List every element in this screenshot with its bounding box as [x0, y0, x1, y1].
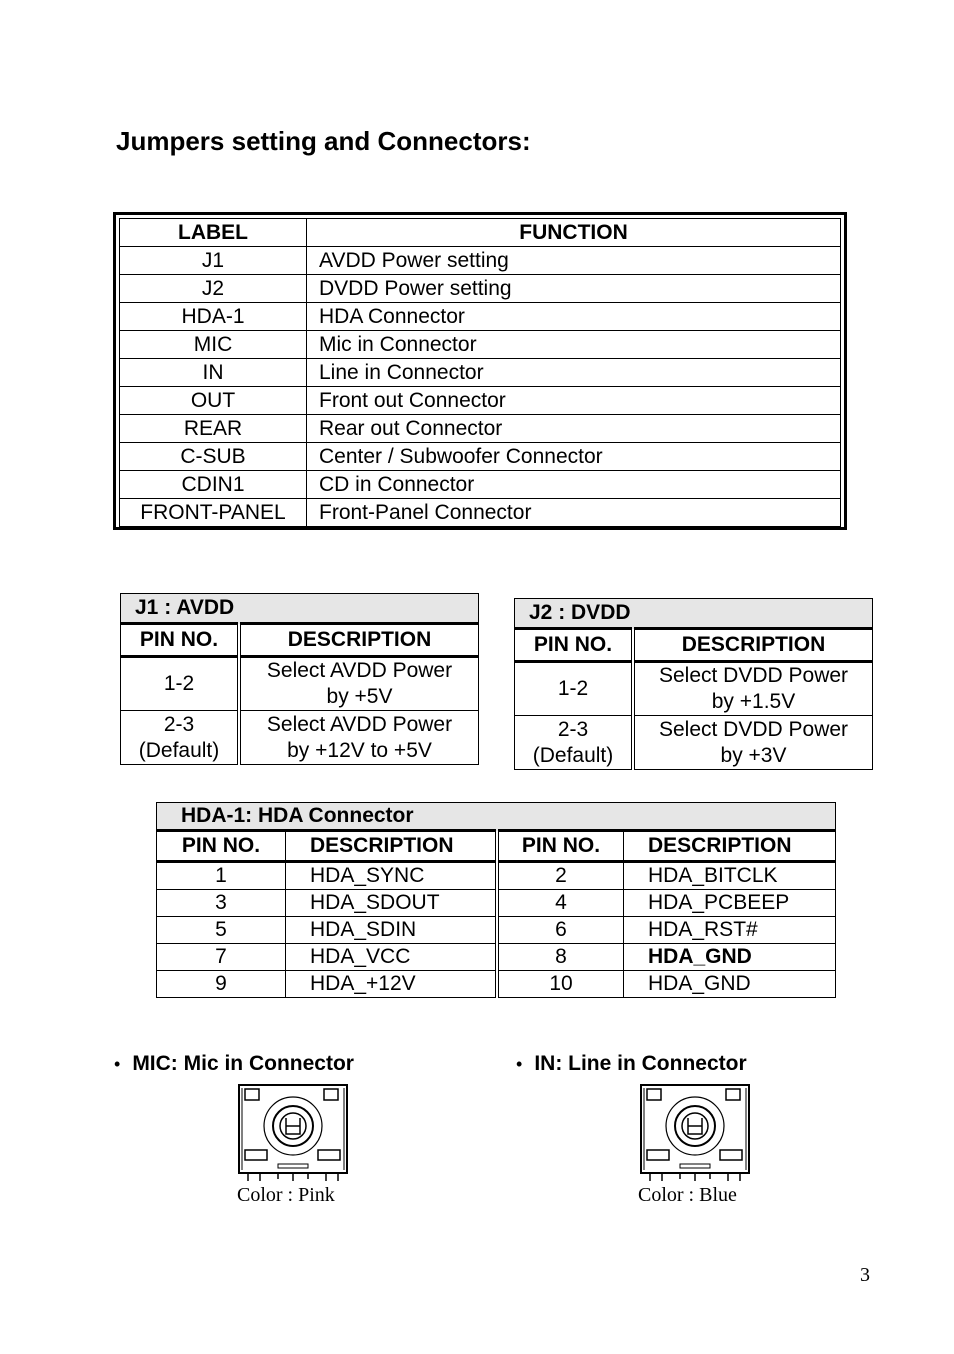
pin-cell: 1 [157, 862, 286, 890]
function-cell: Rear out Connector [307, 415, 841, 443]
label-cell: REAR [120, 415, 307, 443]
function-header: FUNCTION [307, 219, 841, 247]
description-header: DESCRIPTION [239, 624, 479, 657]
function-cell: HDA Connector [307, 303, 841, 331]
description-cell [239, 711, 479, 765]
table-row [515, 716, 873, 770]
label-cell: IN [120, 359, 307, 387]
page-number: 3 [860, 1264, 870, 1286]
label-function-table [113, 212, 847, 530]
pin-cell [121, 711, 240, 765]
description-line: Select AVDD Power [266, 712, 453, 736]
bullet: • [516, 1054, 523, 1074]
j2-caption: J2 : DVDD [515, 599, 873, 629]
pin-cell: 6 [497, 917, 624, 944]
description-line: Select DVDD Power [658, 717, 849, 741]
pin-no-header: PIN NO. [497, 831, 624, 862]
table-row [120, 443, 841, 471]
pin-cell: 3 [157, 890, 286, 917]
pin-value: 1-2 [163, 672, 195, 695]
pin-no-header: PIN NO. [515, 629, 634, 662]
table-row [157, 971, 836, 998]
description-cell: HDA_SDIN [286, 917, 498, 944]
pin-cell [515, 662, 634, 716]
pin-cell: 5 [157, 917, 286, 944]
pin-cell: 9 [157, 971, 286, 998]
function-cell: DVDD Power setting [307, 275, 841, 303]
table-header-row [157, 831, 836, 862]
function-cell: Front-Panel Connector [307, 499, 841, 527]
page-title: Jumpers setting and Connectors: [116, 126, 531, 156]
description-header: DESCRIPTION [286, 831, 498, 862]
description-cell: HDA_GND [624, 971, 836, 998]
table-header-row [121, 624, 479, 657]
table-row [157, 944, 836, 971]
hda-connector-table [156, 802, 836, 998]
line-in-title: IN: Line in Connector [534, 1052, 747, 1075]
label-cell: J1 [120, 247, 307, 275]
mic-heading [114, 1052, 354, 1076]
function-cell: CD in Connector [307, 471, 841, 499]
label-cell: CDIN1 [120, 471, 307, 499]
audio-jack-icon [640, 1084, 750, 1182]
line-in-heading [516, 1052, 747, 1076]
description-cell [633, 716, 873, 770]
function-cell: Line in Connector [307, 359, 841, 387]
table-row [157, 862, 836, 890]
j2-jumper-table [514, 598, 873, 770]
description-line: by +3V [720, 743, 787, 767]
pin-cell: 2 [497, 862, 624, 890]
table-row [120, 331, 841, 359]
label-cell: OUT [120, 387, 307, 415]
pin-cell: 4 [497, 890, 624, 917]
description-cell [633, 662, 873, 716]
hda-caption: HDA-1: HDA Connector [157, 803, 836, 831]
description-cell: HDA_SDOUT [286, 890, 498, 917]
label-cell: MIC [120, 331, 307, 359]
audio-jack-icon [238, 1084, 348, 1182]
table-row [120, 415, 841, 443]
description-cell: HDA_BITCLK [624, 862, 836, 890]
table-row [157, 917, 836, 944]
description-line: by +5V [326, 685, 393, 708]
pin-value: 1-2 [557, 677, 589, 700]
table-row [120, 303, 841, 331]
description-cell: HDA_GND [624, 944, 836, 971]
pin-value: 2-3 [557, 717, 589, 741]
j1-caption: J1 : AVDD [121, 594, 479, 624]
function-cell: Mic in Connector [307, 331, 841, 359]
pin-cell: 8 [497, 944, 624, 971]
table-row [120, 275, 841, 303]
table-row [120, 499, 841, 527]
function-cell: Front out Connector [307, 387, 841, 415]
label-cell: J2 [120, 275, 307, 303]
pin-cell [121, 657, 240, 711]
pin-value: 2-3 [163, 712, 195, 736]
description-cell: HDA_+12V [286, 971, 498, 998]
mic-title: MIC: Mic in Connector [132, 1052, 354, 1075]
description-header: DESCRIPTION [633, 629, 873, 662]
pin-cell [515, 716, 634, 770]
description-cell: HDA_SYNC [286, 862, 498, 890]
description-cell: HDA_PCBEEP [624, 890, 836, 917]
line-in-color-caption: Color : Blue [638, 1184, 737, 1206]
function-cell: AVDD Power setting [307, 247, 841, 275]
description-line: Select DVDD Power [658, 664, 849, 687]
table-row [120, 359, 841, 387]
bullet: • [114, 1054, 121, 1074]
description-cell: HDA_RST# [624, 917, 836, 944]
label-cell: HDA-1 [120, 303, 307, 331]
table-row [120, 471, 841, 499]
pin-cell: 10 [497, 971, 624, 998]
table-row [120, 247, 841, 275]
table-header-row [515, 629, 873, 662]
j1-jumper-table [120, 593, 479, 765]
description-line: Select AVDD Power [266, 659, 453, 682]
table-row [121, 711, 479, 765]
label-cell: FRONT-PANEL [120, 499, 307, 527]
pin-no-header: PIN NO. [121, 624, 240, 657]
default-note: (Default) [138, 738, 220, 762]
description-line: by +12V to +5V [287, 738, 432, 762]
description-cell: HDA_VCC [286, 944, 498, 971]
table-header-row [120, 219, 841, 247]
label-header: LABEL [120, 219, 307, 247]
pin-cell: 7 [157, 944, 286, 971]
default-note: (Default) [532, 743, 614, 767]
description-line: by +1.5V [711, 690, 796, 713]
function-cell: Center / Subwoofer Connector [307, 443, 841, 471]
table-row [515, 662, 873, 716]
pin-no-header: PIN NO. [157, 831, 286, 862]
mic-color-caption: Color : Pink [237, 1184, 335, 1206]
description-cell [239, 657, 479, 711]
description-header: DESCRIPTION [624, 831, 836, 862]
table-row [120, 387, 841, 415]
table-row [121, 657, 479, 711]
label-cell: C-SUB [120, 443, 307, 471]
table-row [157, 890, 836, 917]
